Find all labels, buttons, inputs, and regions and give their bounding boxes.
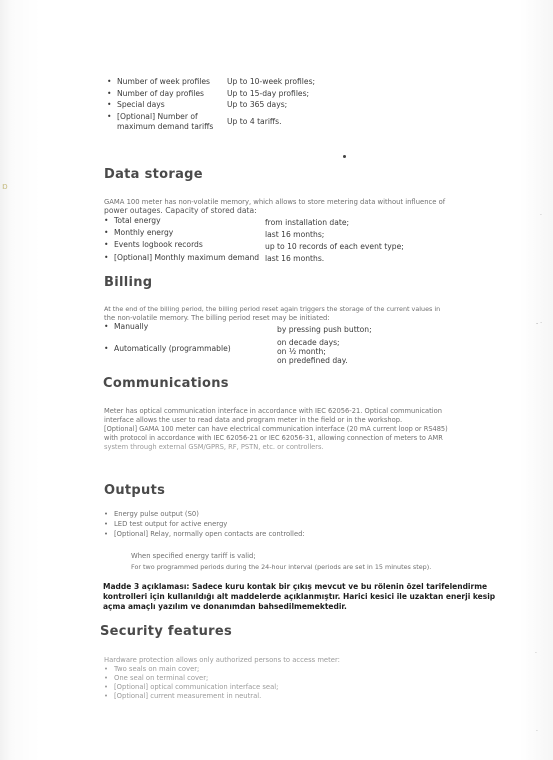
list-value: on decade days; xyxy=(277,338,340,347)
paragraph-line: Hardware protection allows only authorized persons to access meter: xyxy=(104,656,340,664)
list-item: • Automatically (programmable) xyxy=(114,344,231,354)
list-item: • [Optional] optical communication interface seal; xyxy=(114,682,278,692)
section-heading-communications: Communications xyxy=(103,376,229,391)
list-value: Up to 365 days; xyxy=(227,100,288,109)
list-value: up to 10 records of each event type; xyxy=(265,242,404,251)
paragraph-line: At the end of the billing period, the billing period reset again triggers the storage of the current values in xyxy=(104,305,441,313)
list-item-continued: maximum demand tariffs xyxy=(117,122,214,131)
list-item: • Monthly energy xyxy=(114,228,173,238)
section-heading-billing: Billing xyxy=(104,275,153,290)
list-item: • [Optional] Relay, normally open contacts are controlled: xyxy=(114,529,305,539)
sub-item: For two programmed periods during the 24-hour interval (periods are set in 15 minutes step). xyxy=(131,563,432,571)
paragraph-line: Meter has optical communication interface in accordance with IEC 62056-21. Optical communication xyxy=(104,407,442,415)
paragraph-line: with protocol in accordance with IEC 62056-21 or IEC 62056-31, allowing connection of meters to AMR xyxy=(104,434,443,442)
list-value: Up to 4 tariffs. xyxy=(227,117,282,126)
list-value: last 16 months. xyxy=(265,254,325,263)
scan-mark: · xyxy=(535,650,537,657)
list-item: • Special days xyxy=(117,100,165,110)
list-item: • Number of week profiles xyxy=(117,77,210,87)
sub-item: When specified energy tariff is valid; xyxy=(131,552,256,560)
list-item: • [Optional] Monthly maximum demand xyxy=(114,253,259,263)
paragraph-line: GAMA 100 meter has non-volatile memory, which allows to store metering data without influence of xyxy=(104,198,446,206)
list-item: • One seal on terminal cover; xyxy=(114,673,208,683)
list-value: last 16 months; xyxy=(265,230,325,239)
scan-mark: - · xyxy=(536,320,542,327)
list-value: from installation date; xyxy=(265,218,350,227)
section-heading-security-features: Security features xyxy=(100,624,233,639)
list-item: • Number of day profiles xyxy=(117,89,204,99)
list-item: • LED test output for active energy xyxy=(114,519,227,529)
list-item: • Energy pulse output (S0) xyxy=(114,509,199,519)
list-item: • Two seals on main cover; xyxy=(114,664,199,674)
scan-mark: · xyxy=(540,212,542,219)
section-heading-data-storage: Data storage xyxy=(104,167,203,182)
list-value: by pressing push button; xyxy=(277,325,372,334)
note-line: açma amaçlı yazılım ve donanımdan bahsedilmemektedir. xyxy=(103,602,347,611)
list-item: • [Optional] current measurement in neutral. xyxy=(114,691,261,701)
list-value: Up to 10-week profiles; xyxy=(227,77,316,86)
list-item: • Manually xyxy=(114,322,148,332)
paragraph-line: interface allows the user to read data and program meter in the field or in the workshop. xyxy=(104,416,403,424)
scan-mark: ɒ xyxy=(2,182,8,192)
note-line: kontrolleri için kullanıldığı alt maddelerde açıklanmıştır. Harici kesici ile uzaktan enerji kesip xyxy=(103,592,496,601)
list-value: on predefined day. xyxy=(277,356,348,365)
list-item: • [Optional] Number of xyxy=(117,112,198,122)
paragraph-line: [Optional] GAMA 100 meter can have electrical communication interface (20 mA current loop or RS485) xyxy=(104,425,448,433)
list-value: Up to 15-day profiles; xyxy=(227,89,310,98)
list-item: • Total energy xyxy=(114,216,161,226)
scan-mark: · xyxy=(536,728,538,735)
scan-speck xyxy=(343,155,346,158)
paragraph-line: power outages. Capacity of stored data: xyxy=(104,206,257,215)
paragraph-line: system through external GSM/GPRS, RF, PSTN, etc. or controllers. xyxy=(104,443,324,451)
paragraph-line: the non-volatile memory. The billing period reset may be initiated: xyxy=(104,314,330,322)
note-line: Madde 3 açıklaması: Sadece kuru kontak bir çıkış mevcut ve bu rölenin özel tarifelendirme xyxy=(103,582,488,591)
list-item: • Events logbook records xyxy=(114,240,203,250)
list-value: on ½ month; xyxy=(277,347,326,356)
section-heading-outputs: Outputs xyxy=(104,483,166,498)
